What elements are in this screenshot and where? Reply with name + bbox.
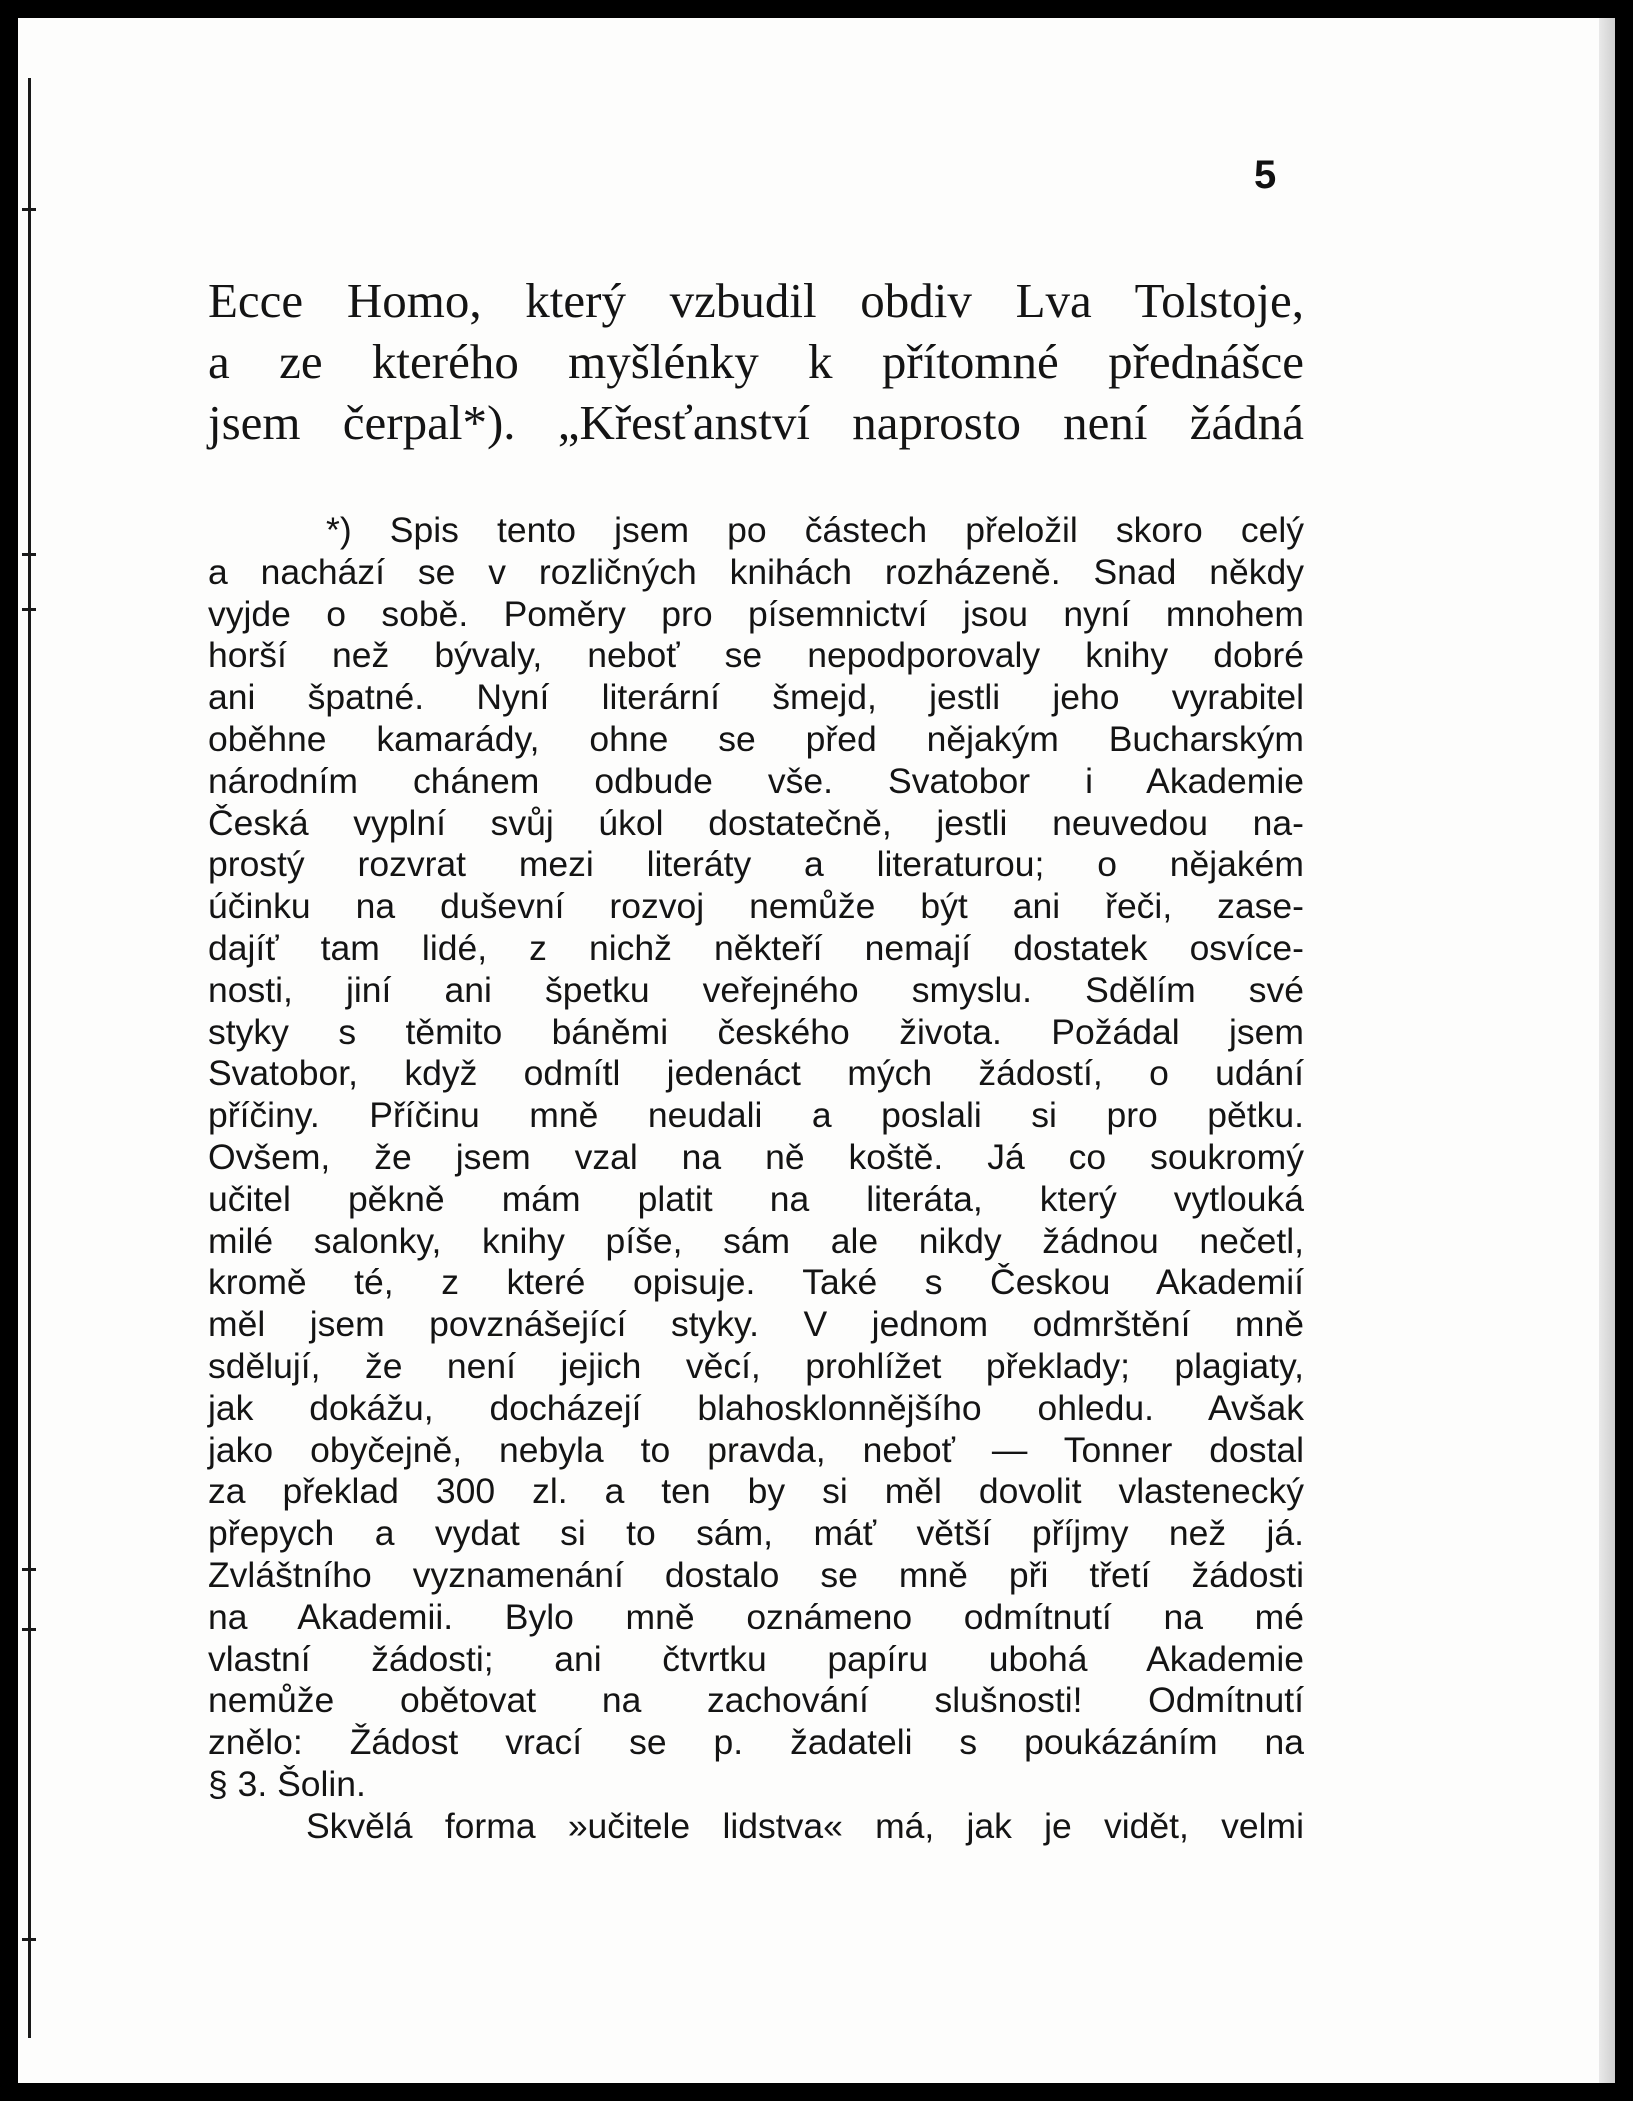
footnote-line: vlastní žádosti; ani čtvrtku papíru ubohá Akademie xyxy=(208,1638,1304,1679)
footnote-line: Ovšem, že jsem vzal na ně koště. Já co soukromý xyxy=(208,1136,1304,1177)
edge-mark xyxy=(22,1568,36,1571)
footnote-line: sdělují, že není jejich věcí, prohlížet překlady; plagiaty, xyxy=(208,1345,1304,1386)
footnote xyxy=(208,510,1304,1848)
body-text-continuation: Skvělá forma »učitele lidstva« má, jak je vidět, velmi xyxy=(306,1805,1304,1846)
footnote-line: milé salonky, knihy píše, sám ale nikdy žádnou nečetl, xyxy=(208,1220,1304,1261)
edge-mark xyxy=(22,608,36,611)
footnote-line: příčiny. Příčinu mně neudali a poslali si pro pětku. xyxy=(208,1095,1304,1136)
edge-mark xyxy=(22,1938,36,1941)
footnote-line: prostý rozvrat mezi literáty a literaturou; o nějakém xyxy=(208,844,1304,885)
page-edge-rule xyxy=(28,78,31,2038)
footnote-line: horší než bývaly, neboť se nepodporovaly knihy dobré xyxy=(208,635,1304,676)
body-text xyxy=(208,270,1304,453)
footnote-line: jako obyčejně, nebyla to pravda, neboť — Tonner dostal xyxy=(208,1429,1304,1470)
footnote-line: nosti, jiní ani špetku veřejného smyslu. Sdělím své xyxy=(208,969,1304,1010)
text-line: jsem čerpal*). „Křesťanství naprosto není žádná xyxy=(208,395,1304,450)
scanned-page xyxy=(18,18,1615,2083)
footnote-line: nemůže obětovat na zachování slušnosti! Odmítnutí xyxy=(208,1680,1304,1721)
footnote-line: Zvláštního vyznamenání dostalo se mně při třetí žádosti xyxy=(208,1554,1304,1595)
footnote-line: vyjde o sobě. Poměry pro písemnictví jsou nyní mnohem xyxy=(208,593,1304,634)
footnote-line: účinku na duševní rozvoj nemůže být ani řeči, zase- xyxy=(208,886,1304,927)
footnote-line: znělo: Žádost vrací se p. žadateli s poukázáním na xyxy=(208,1722,1304,1763)
page-number: 5 xyxy=(1254,153,1277,197)
footnote-line: učitel pěkně mám platit na literáta, který vytlouká xyxy=(208,1178,1304,1219)
page-gutter xyxy=(1599,18,1615,2083)
footnote-line: styky s těmito báněmi českého života. Požádal jsem xyxy=(208,1011,1304,1052)
edge-mark xyxy=(22,553,36,556)
footnote-line: ani špatné. Nyní literární šmejd, jestli jeho vyrabitel xyxy=(208,677,1304,718)
footnote-line: měl jsem povznášející styky. V jednom odmrštění mně xyxy=(208,1304,1304,1345)
text-line: a ze kterého myšlénky k přítomné přednášce xyxy=(208,334,1304,389)
footnote-line: kromě té, z které opisuje. Také s Českou Akademií xyxy=(208,1262,1304,1303)
edge-mark xyxy=(22,1628,36,1631)
footnote-line: jak dokážu, docházejí blahosklonnějšího ohledu. Avšak xyxy=(208,1387,1304,1428)
footnote-line: dajíť tam lidé, z nichž někteří nemají dostatek osvíce- xyxy=(208,927,1304,968)
footnote-line: přepych a vydat si to sám, máť větší příjmy než já. xyxy=(208,1513,1304,1554)
footnote-line: na Akademii. Bylo mně oznámeno odmítnutí na mé xyxy=(208,1596,1304,1637)
footnote-line: za překlad 300 zl. a ten by si měl dovolit vlastenecký xyxy=(208,1471,1304,1512)
footnote-line: oběhne kamarády, ohne se před nějakým Bucharským xyxy=(208,718,1304,759)
footnote-line: *) Spis tento jsem po částech přeložil skoro celý xyxy=(326,510,1304,550)
footnote-line: Svatobor, když odmítl jedenáct mých žádostí, o udání xyxy=(208,1053,1304,1094)
text-line: Ecce Homo, který vzbudil obdiv Lva Tolstoje, xyxy=(208,273,1304,328)
footnote-line: Česká vyplní svůj úkol dostatečně, jestli neuvedou na- xyxy=(208,802,1304,843)
footnote-line: § 3. Šolin. xyxy=(208,1763,366,1804)
edge-mark xyxy=(22,208,36,211)
footnote-line: a nachází se v rozličných knihách rozházeně. Snad někdy xyxy=(208,551,1304,592)
footnote-line: národním chánem odbude vše. Svatobor i Akademie xyxy=(208,760,1304,801)
